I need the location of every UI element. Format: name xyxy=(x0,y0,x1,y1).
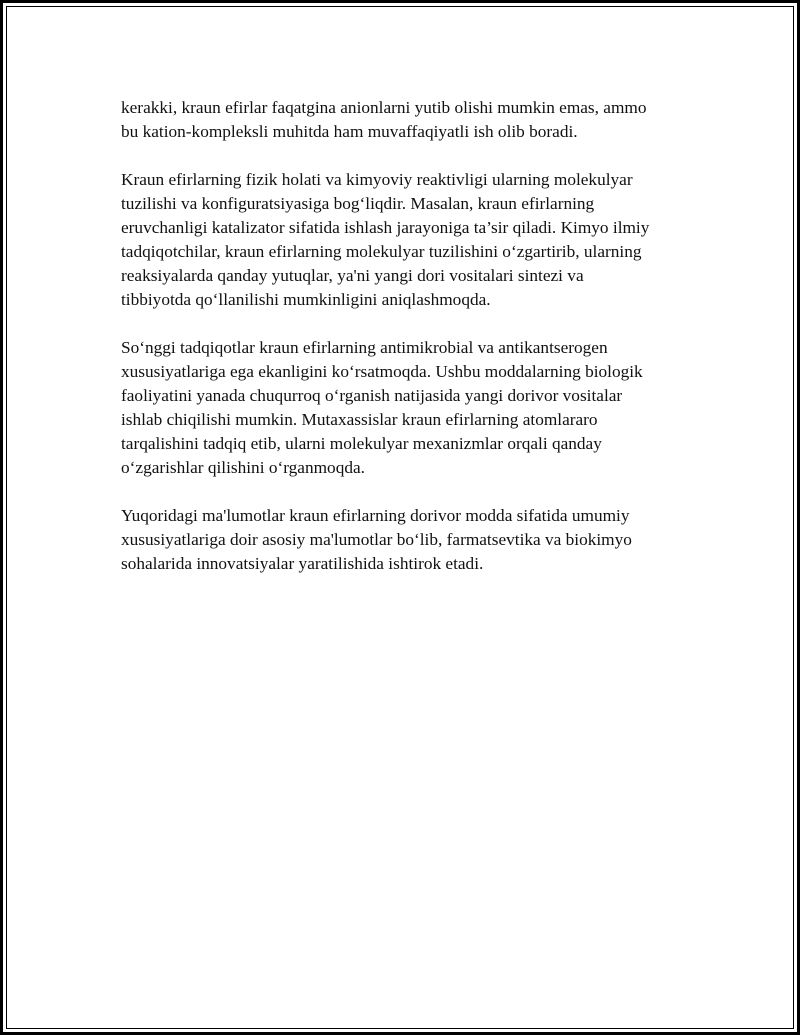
text-line: bu kation-kompleksli muhitda ham muvaffaqiyatli ish olib boradi. xyxy=(121,122,578,141)
text-line: tadqiqotchilar, kraun efirlarning molekulyar tuzilishini o‘zgartirib, ularning xyxy=(121,242,642,261)
text-line: xususiyatlariga doir asosiy ma'lumotlar bo‘lib, farmatsevtika va biokimyo xyxy=(121,530,632,549)
text-line: Yuqoridagi ma'lumotlar kraun efirlarning dorivor modda sifatida umumiy xyxy=(121,506,630,525)
text-line: reaksiyalarda qanday yutuqlar, ya'ni yangi dori vositalari sintezi va xyxy=(121,266,584,285)
text-line: tarqalishini tadqiq etib, ularni molekulyar mexanizmlar orqali qanday xyxy=(121,434,602,453)
text-line: xususiyatlariga ega ekanligini ko‘rsatmoqda. Ushbu moddalarning biologik xyxy=(121,362,643,381)
text-line: sohalarida innovatsiyalar yaratilishida ishtirok etadi. xyxy=(121,554,484,573)
text-line: eruvchanligi katalizator sifatida ishlash jarayoniga ta’sir qiladi. Kimyo ilmiy xyxy=(121,218,650,237)
text-line: kerakki, kraun efirlar faqatgina anionlarni yutib olishi mumkin emas, ammo xyxy=(121,98,647,117)
text-line: tuzilishi va konfiguratsiyasiga bog‘liqdir. Masalan, kraun efirlarning xyxy=(121,194,595,213)
text-line: So‘nggi tadqiqotlar kraun efirlarning antimikrobial va antikantserogen xyxy=(121,338,608,357)
text-line: faoliyatini yanada chuqurroq o‘rganish natijasida yangi dorivor vositalar xyxy=(121,386,623,405)
text-line: o‘zgarishlar qilishini o‘rganmoqda. xyxy=(121,458,365,477)
text-line: Kraun efirlarning fizik holati va kimyoviy reaktivligi ularning molekulyar xyxy=(121,170,633,189)
paragraph-3 xyxy=(121,336,691,480)
paragraph-4 xyxy=(121,504,691,576)
text-line: ishlab chiqilishi mumkin. Mutaxassislar kraun efirlarning atomlararo xyxy=(121,410,598,429)
paragraph-2 xyxy=(121,168,691,312)
paragraph-1 xyxy=(121,96,691,144)
document-body xyxy=(121,96,691,600)
text-line: tibbiyotda qo‘llanilishi mumkinligini aniqlashmoqda. xyxy=(121,290,491,309)
